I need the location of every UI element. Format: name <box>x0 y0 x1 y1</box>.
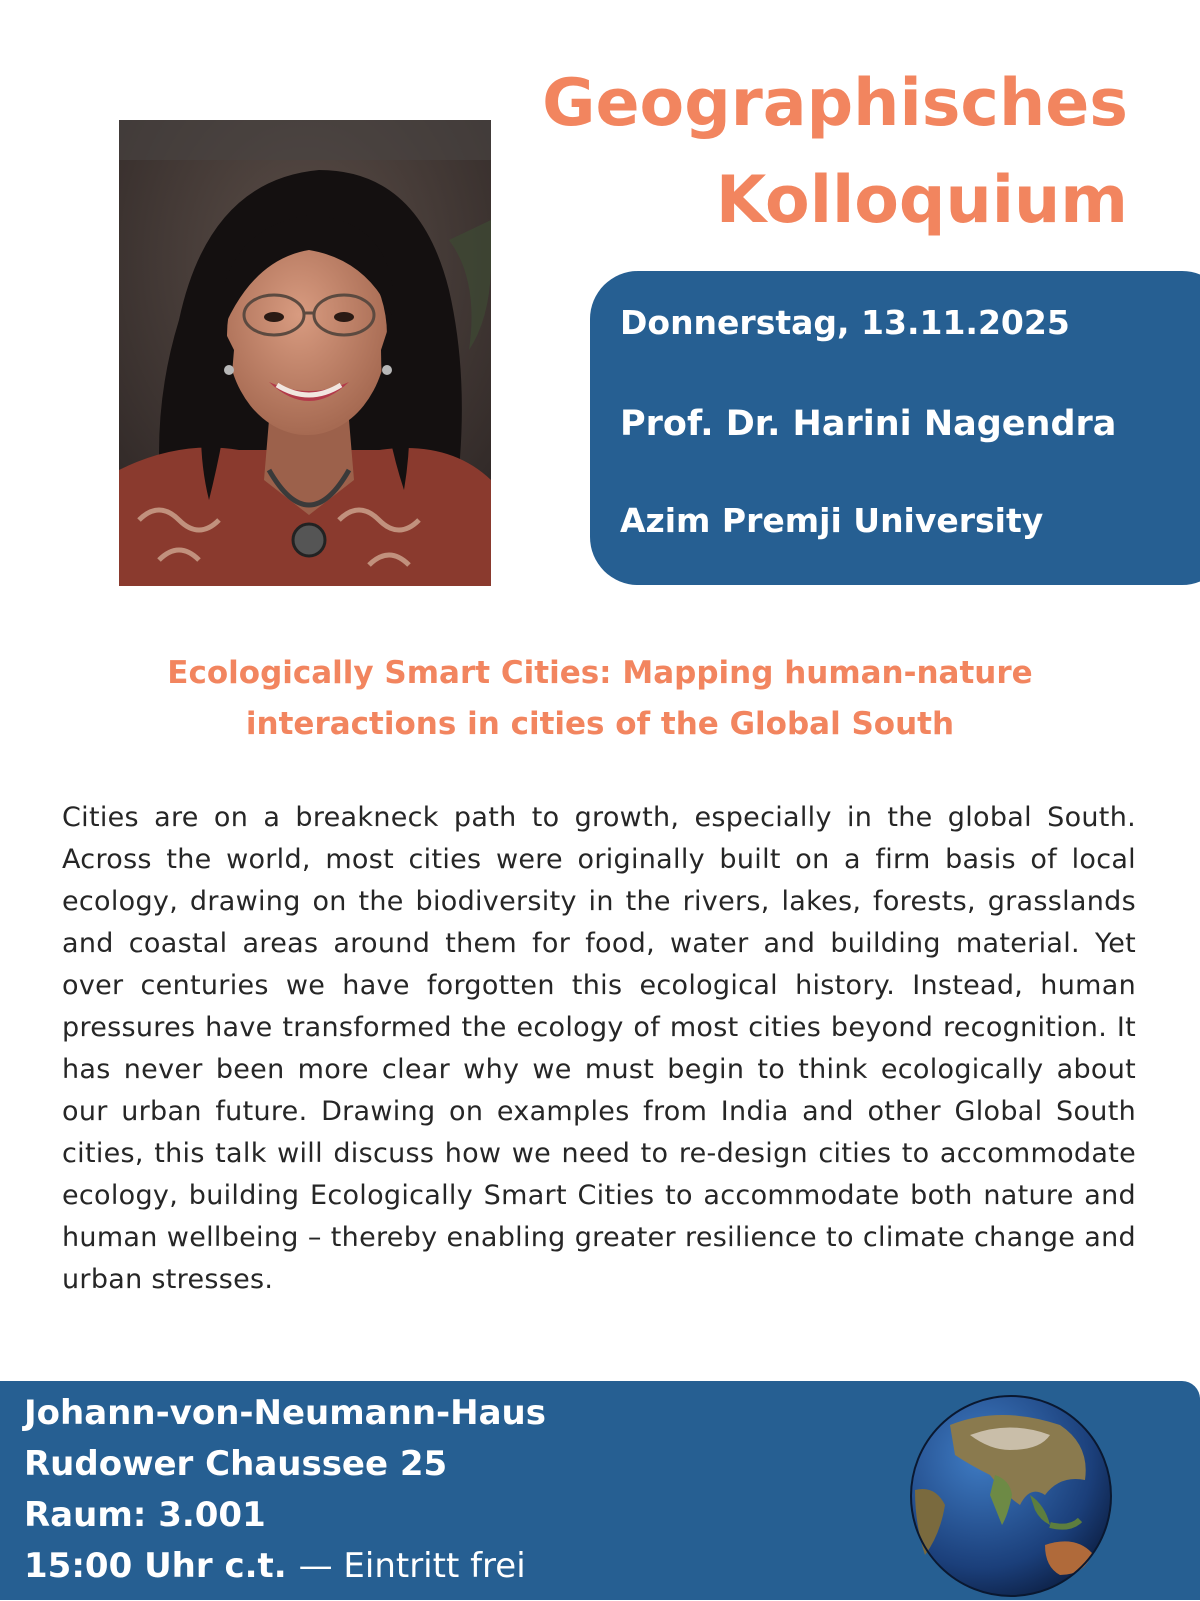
talk-title-line-1: Ecologically Smart Cities: Mapping human-nature <box>167 655 1033 691</box>
venue-time: 15:00 Uhr c.t. <box>24 1546 287 1586</box>
page-title <box>542 55 1128 249</box>
event-date: Donnerstag, 13.11.2025 <box>620 303 1070 342</box>
talk-title <box>80 648 1120 750</box>
speaker-photo <box>119 120 491 586</box>
speaker-name: Prof. Dr. Harini Nagendra <box>620 404 1117 444</box>
venue-street: Rudower Chaussee 25 <box>24 1444 448 1484</box>
venue-time-line <box>24 1546 526 1586</box>
admission-note: — Eintritt frei <box>298 1546 526 1586</box>
speaker-institution: Azim Premji University <box>620 501 1044 540</box>
title-line-1: Geographisches <box>542 66 1128 141</box>
talk-title-line-2: interactions in cities of the Global South <box>245 706 955 742</box>
venue-building: Johann-von-Neumann-Haus <box>24 1393 546 1433</box>
venue-room: Raum: 3.001 <box>24 1495 266 1535</box>
event-info-box <box>590 271 1200 585</box>
talk-abstract: Cities are on a breakneck path to growth, especially in the global South. Across the world, most cities were originally built on a firm basis of local ecology, drawing on the biodiversity in the rivers, lakes, forests, grasslands and coastal areas around them for food, water and building material. Yet over centuries we have forgotten this ecological history. Instead, human pressures have transformed the ecology of most cities beyond recognition. It has never been more clear why we must begin to think ecologically about our urban future. Drawing on examples from India and other Global South cities, this talk will discuss how we need to re-design cities to accommodate ecology, building Ecologically Smart Cities to accommodate both nature and human wellbeing – thereby enabling greater resilience to climate change and urban stresses. <box>62 802 1136 1295</box>
title-line-2: Kolloquium <box>715 163 1128 238</box>
venue-footer <box>0 1381 1200 1600</box>
globe-icon <box>910 1395 1112 1597</box>
